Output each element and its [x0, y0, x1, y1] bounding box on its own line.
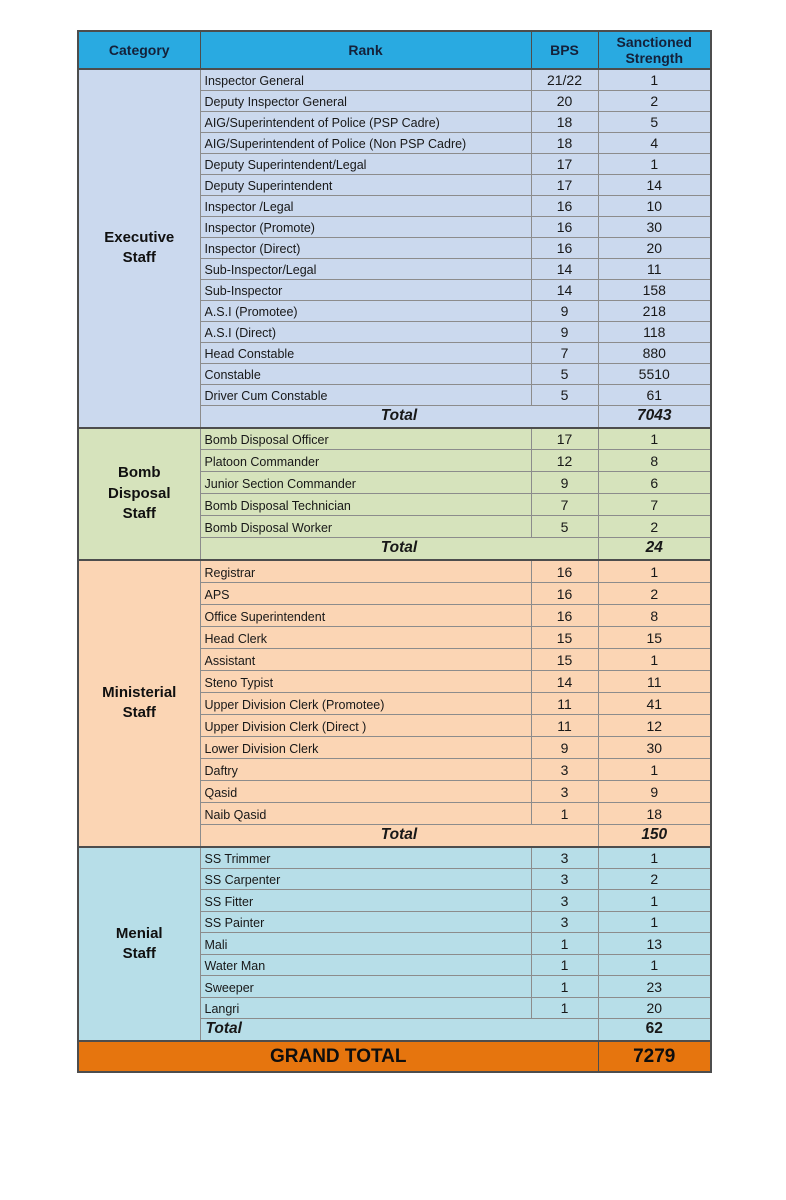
- strength-cell: 1: [598, 758, 711, 780]
- bps-cell: 1: [531, 933, 598, 955]
- rank-cell: AIG/Superintendent of Police (PSP Cadre): [200, 111, 531, 132]
- rank-cell: Constable: [200, 363, 531, 384]
- rank-cell: Deputy Inspector General: [200, 90, 531, 111]
- strength-cell: 30: [598, 736, 711, 758]
- section-total-label: Total: [200, 1019, 598, 1042]
- bps-cell: 16: [531, 195, 598, 216]
- bps-cell: 16: [531, 237, 598, 258]
- rank-cell: Junior Section Commander: [200, 472, 531, 494]
- rank-cell: Steno Typist: [200, 670, 531, 692]
- bps-cell: 11: [531, 692, 598, 714]
- rank-cell: Head Constable: [200, 342, 531, 363]
- rank-cell: Bomb Disposal Worker: [200, 516, 531, 538]
- rank-cell: SS Painter: [200, 911, 531, 933]
- bps-cell: 1: [531, 997, 598, 1019]
- section-total-value: 7043: [598, 405, 711, 428]
- bps-cell: 3: [531, 890, 598, 912]
- rank-cell: Naib Qasid: [200, 802, 531, 824]
- category-line: Menial: [115, 924, 163, 942]
- rank-cell: Registrar: [200, 560, 531, 582]
- strength-cell: 218: [598, 300, 711, 321]
- category-line: Disposal: [107, 484, 171, 502]
- grand-total-label: GRAND TOTAL: [78, 1041, 598, 1072]
- strength-cell: 1: [598, 560, 711, 582]
- bps-cell: 1: [531, 802, 598, 824]
- column-header-rank: Rank: [200, 31, 531, 69]
- strength-cell: 1: [598, 69, 711, 90]
- bps-cell: 15: [531, 626, 598, 648]
- rank-cell: A.S.I (Direct): [200, 321, 531, 342]
- column-header-bps: BPS: [531, 31, 598, 69]
- rank-cell: Upper Division Clerk (Promotee): [200, 692, 531, 714]
- strength-cell: 20: [598, 237, 711, 258]
- bps-cell: 18: [531, 111, 598, 132]
- bps-cell: 3: [531, 868, 598, 890]
- rank-cell: Sweeper: [200, 976, 531, 998]
- table-row: [78, 847, 711, 869]
- bps-cell: 14: [531, 258, 598, 279]
- section-total-label: Total: [200, 405, 598, 428]
- rank-cell: Platoon Commander: [200, 450, 531, 472]
- column-header-category: Category: [78, 31, 200, 69]
- column-header-sanctioned-strength: Sanctioned Strength: [598, 31, 711, 69]
- strength-cell: 8: [598, 450, 711, 472]
- rank-cell: Water Man: [200, 954, 531, 976]
- rank-cell: Qasid: [200, 780, 531, 802]
- bps-cell: 3: [531, 780, 598, 802]
- strength-cell: 14: [598, 174, 711, 195]
- section-executive-staff: [78, 69, 711, 428]
- bps-cell: 9: [531, 472, 598, 494]
- rank-cell: APS: [200, 582, 531, 604]
- grand-total-section: [78, 1041, 711, 1072]
- bps-cell: 14: [531, 279, 598, 300]
- strength-cell: 1: [598, 890, 711, 912]
- bps-cell: 9: [531, 736, 598, 758]
- bps-cell: 14: [531, 670, 598, 692]
- strength-cell: 23: [598, 976, 711, 998]
- strength-cell: 5510: [598, 363, 711, 384]
- strength-cell: 12: [598, 714, 711, 736]
- strength-cell: 5: [598, 111, 711, 132]
- strength-cell: 1: [598, 648, 711, 670]
- bps-cell: 7: [531, 342, 598, 363]
- bps-cell: 15: [531, 648, 598, 670]
- table-row: [78, 69, 711, 90]
- rank-cell: Inspector /Legal: [200, 195, 531, 216]
- bps-cell: 1: [531, 976, 598, 998]
- strength-cell: 2: [598, 582, 711, 604]
- strength-cell: 15: [598, 626, 711, 648]
- strength-cell: 30: [598, 216, 711, 237]
- bps-cell: 5: [531, 384, 598, 405]
- category-line: Staff: [122, 944, 156, 962]
- strength-cell: 11: [598, 670, 711, 692]
- category-cell: [78, 560, 200, 847]
- strength-cell: 41: [598, 692, 711, 714]
- strength-cell: 118: [598, 321, 711, 342]
- rank-cell: SS Trimmer: [200, 847, 531, 869]
- rank-cell: Driver Cum Constable: [200, 384, 531, 405]
- rank-cell: Upper Division Clerk (Direct ): [200, 714, 531, 736]
- strength-cell: 11: [598, 258, 711, 279]
- section-menial-staff: [78, 847, 711, 1042]
- rank-cell: Sub-Inspector/Legal: [200, 258, 531, 279]
- bps-cell: 17: [531, 153, 598, 174]
- bps-cell: 17: [531, 428, 598, 450]
- bps-cell: 16: [531, 582, 598, 604]
- bps-cell: 16: [531, 560, 598, 582]
- bps-cell: 20: [531, 90, 598, 111]
- strength-cell: 2: [598, 90, 711, 111]
- strength-cell: 7: [598, 494, 711, 516]
- bps-cell: 1: [531, 954, 598, 976]
- bps-cell: 5: [531, 516, 598, 538]
- section-total-label: Total: [200, 824, 598, 847]
- strength-cell: 1: [598, 428, 711, 450]
- bps-cell: 16: [531, 604, 598, 626]
- rank-cell: Assistant: [200, 648, 531, 670]
- bps-cell: 3: [531, 758, 598, 780]
- rank-cell: A.S.I (Promotee): [200, 300, 531, 321]
- strength-cell: 6: [598, 472, 711, 494]
- strength-cell: 9: [598, 780, 711, 802]
- strength-cell: 158: [598, 279, 711, 300]
- rank-cell: Bomb Disposal Officer: [200, 428, 531, 450]
- rank-cell: Inspector General: [200, 69, 531, 90]
- rank-cell: Inspector (Promote): [200, 216, 531, 237]
- grand-total-value: 7279: [598, 1041, 711, 1072]
- section-total-value: 150: [598, 824, 711, 847]
- strength-cell: 61: [598, 384, 711, 405]
- category-line: Staff: [122, 249, 156, 267]
- strength-cell: 1: [598, 911, 711, 933]
- category-line: Bomb: [118, 464, 161, 482]
- strength-cell: 8: [598, 604, 711, 626]
- category-line: Executive: [104, 229, 175, 246]
- section-total-value: 62: [598, 1019, 711, 1042]
- category-cell: [78, 847, 200, 1042]
- strength-cell: 10: [598, 195, 711, 216]
- bps-cell: 5: [531, 363, 598, 384]
- strength-cell: 2: [598, 868, 711, 890]
- bps-cell: 21/22: [531, 69, 598, 90]
- section-ministerial-staff: [78, 560, 711, 847]
- section-bomb-disposal-staff: [78, 428, 711, 561]
- strength-cell: 13: [598, 933, 711, 955]
- bps-cell: 17: [531, 174, 598, 195]
- strength-cell: 20: [598, 997, 711, 1019]
- rank-cell: AIG/Superintendent of Police (Non PSP Cadre): [200, 132, 531, 153]
- category-line: Ministerial: [102, 684, 177, 701]
- bps-cell: 3: [531, 911, 598, 933]
- bps-cell: 18: [531, 132, 598, 153]
- bps-cell: 3: [531, 847, 598, 869]
- category-cell: [78, 69, 200, 428]
- category-line: Staff: [122, 504, 156, 522]
- table-row: [78, 560, 711, 582]
- bps-cell: 9: [531, 321, 598, 342]
- strength-cell: 4: [598, 132, 711, 153]
- rank-cell: Head Clerk: [200, 626, 531, 648]
- category-cell: [78, 428, 200, 561]
- staff-strength-table: [77, 30, 712, 1073]
- section-total-label: Total: [200, 538, 598, 561]
- rank-cell: SS Carpenter: [200, 868, 531, 890]
- grand-total-row: [78, 1041, 711, 1072]
- rank-cell: Mali: [200, 933, 531, 955]
- section-total-value: 24: [598, 538, 711, 561]
- strength-cell: 880: [598, 342, 711, 363]
- strength-cell: 1: [598, 847, 711, 869]
- table-row: [78, 428, 711, 450]
- rank-cell: Deputy Superintendent/Legal: [200, 153, 531, 174]
- bps-cell: 11: [531, 714, 598, 736]
- rank-cell: Lower Division Clerk: [200, 736, 531, 758]
- header-row: [78, 31, 711, 69]
- rank-cell: Inspector (Direct): [200, 237, 531, 258]
- strength-cell: 1: [598, 153, 711, 174]
- bps-cell: 12: [531, 450, 598, 472]
- bps-cell: 7: [531, 494, 598, 516]
- strength-cell: 1: [598, 954, 711, 976]
- strength-cell: 2: [598, 516, 711, 538]
- rank-cell: SS Fitter: [200, 890, 531, 912]
- rank-cell: Langri: [200, 997, 531, 1019]
- bps-cell: 16: [531, 216, 598, 237]
- rank-cell: Daftry: [200, 758, 531, 780]
- category-line: Staff: [122, 704, 156, 722]
- rank-cell: Deputy Superintendent: [200, 174, 531, 195]
- bps-cell: 9: [531, 300, 598, 321]
- rank-cell: Bomb Disposal Technician: [200, 494, 531, 516]
- table-header: [78, 31, 711, 69]
- rank-cell: Sub-Inspector: [200, 279, 531, 300]
- strength-cell: 18: [598, 802, 711, 824]
- rank-cell: Office Superintendent: [200, 604, 531, 626]
